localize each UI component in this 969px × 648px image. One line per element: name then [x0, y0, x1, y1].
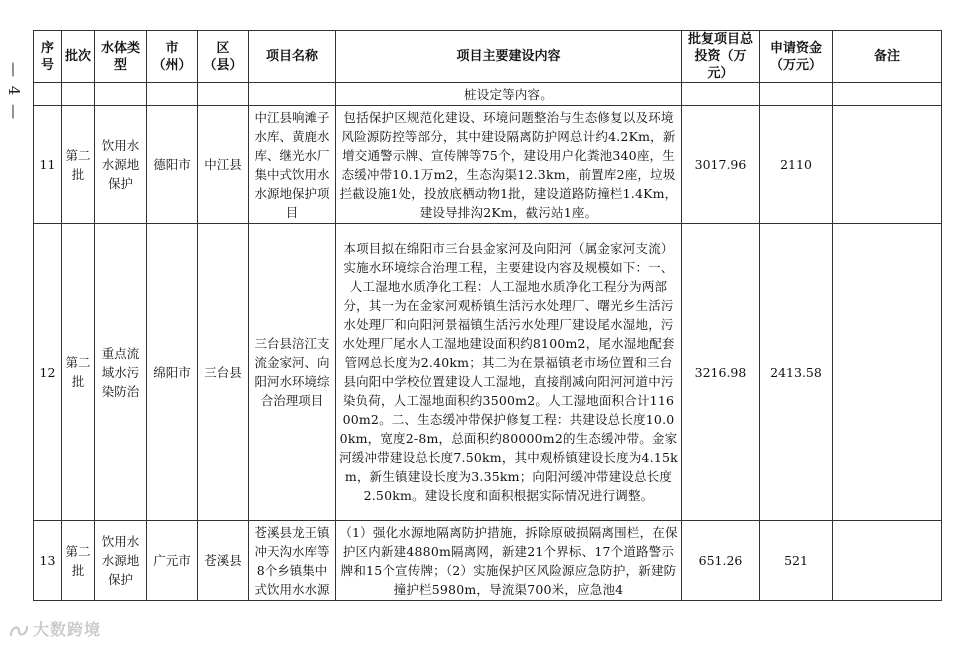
city-cell: 绵阳市 [147, 224, 198, 521]
cell [95, 83, 147, 106]
cell [682, 83, 760, 106]
watermark-text: 大数跨境 [33, 620, 102, 639]
remarks-cell [833, 224, 942, 521]
seq-cell: 12 [34, 224, 62, 521]
cell [198, 83, 249, 106]
page-number: — 4 — [5, 62, 23, 122]
watermark [8, 617, 101, 640]
city-cell: 广元市 [147, 521, 198, 601]
table-row [34, 521, 942, 601]
cell [249, 83, 336, 106]
district-cell: 中江县 [198, 106, 249, 224]
remarks-cell [833, 106, 942, 224]
requested-funds-cell: 2413.58 [760, 224, 833, 521]
requested-funds-cell: 2110 [760, 106, 833, 224]
city-cell: 德阳市 [147, 106, 198, 224]
project-name-cell: 三台县涪江支流金家河、向阳河水环境综合治理项目 [249, 224, 336, 521]
cell [833, 83, 942, 106]
content-cell: 桩设定等内容。 [336, 83, 682, 106]
project-name-text: 苍溪县龙王镇冲天沟水库等8个乡镇集中式饮用水水源 [254, 524, 330, 597]
cell [760, 83, 833, 106]
header-remarks: 备注 [833, 31, 942, 83]
batch-cell: 第二批 [62, 224, 95, 521]
table-row-continuation [34, 83, 942, 106]
header-city: 市（州） [147, 31, 198, 83]
cell [34, 83, 62, 106]
water-type-cell: 饮用水水源地保护 [95, 106, 147, 224]
approved-investment-cell: 651.26 [682, 521, 760, 601]
batch-cell: 第二批 [62, 106, 95, 224]
header-approved-investment: 批复项目总投资（万元） [682, 31, 760, 83]
seq-cell: 13 [34, 521, 62, 601]
header-batch: 批次 [62, 31, 95, 83]
table-header-row [34, 31, 942, 83]
seq-cell: 11 [34, 106, 62, 224]
content-cell [336, 521, 682, 601]
header-requested-funds: 申请资金（万元） [760, 31, 833, 83]
water-type-cell: 重点流域水污染防治 [95, 224, 147, 521]
remarks-cell [833, 521, 942, 601]
district-cell: 苍溪县 [198, 521, 249, 601]
header-content: 项目主要建设内容 [336, 31, 682, 83]
content-cell: 本项目拟在绵阳市三台县金家河及向阳河（属金家河支流）实施水环境综合治理工程，主要建设内容及规模如下：一、人工湿地水质净化工程：人工湿地水质净化工程分为两部分，其一为在金家河观桥镇生活污水处理厂、曙光乡生活污水处理厂和向阳河景福镇生活污水处理厂建设尾水湿地，污水处理厂尾水人工湿地建设面积约8100m2，尾水湿地配套管网总长度为2.40km；其二为在景福镇老市场位置和三台县向阳中学校位置建设人工湿地，直接削减向阳河河道中污染负荷，人工湿地面积约3500m2。人工湿地面积合计11600m2。二、生态缓冲带保护修复工程：共建设总长度10.00km，宽度2-8m，总面积约80000m2的生态缓冲带。金家河缓冲带建设总长度7.50km，其中观桥镇建设长度为4.15km，新生镇建设长度为3.35km；向阳河缓冲带建设总长度2.50km。建设长度和面积根据实际情况进行调整。 [336, 224, 682, 521]
content-cell: 包括保护区规范化建设、环境问题整治与生态修复以及环境风险源防控等部分，其中建设隔离防护网总计约4.2Km，新增交通警示牌、宣传牌等75个，建设用户化粪池340座，生态缓冲带10.1万m2，生态沟渠12.3km，前置库2座，垃圾拦截设施1处，投放底栖动物1批，建设道路防撞栏1.4Km，建设导排沟2Km，截污站1座。 [336, 106, 682, 224]
approved-investment-cell: 3017.96 [682, 106, 760, 224]
header-project-name: 项目名称 [249, 31, 336, 83]
water-type-cell: 饮用水水源地保护 [95, 521, 147, 601]
district-cell: 三台县 [198, 224, 249, 521]
batch-cell: 第二批 [62, 521, 95, 601]
project-name-cell [249, 521, 336, 601]
watermark-logo-icon [8, 623, 30, 639]
table-row [34, 106, 942, 224]
header-seq: 序号 [34, 31, 62, 83]
approved-investment-cell: 3216.98 [682, 224, 760, 521]
header-water-type: 水体类型 [95, 31, 147, 83]
project-table [33, 30, 942, 601]
project-name-cell: 中江县响滩子水库、黄鹿水库、继光水厂集中式饮用水水源地保护项目 [249, 106, 336, 224]
table-row [34, 224, 942, 521]
header-district: 区（县） [198, 31, 249, 83]
cell [62, 83, 95, 106]
cell [147, 83, 198, 106]
requested-funds-cell: 521 [760, 521, 833, 601]
content-text: （1）强化水源地隔离防护措施，拆除原破损隔离围栏，在保护区内新建4880m隔离网，新建21个界标、17个道路警示牌和15个宣传牌；（2）实施保护区风险源应急防护，新建防撞护栏5980m，导流渠700米，应急池4 [339, 524, 678, 597]
